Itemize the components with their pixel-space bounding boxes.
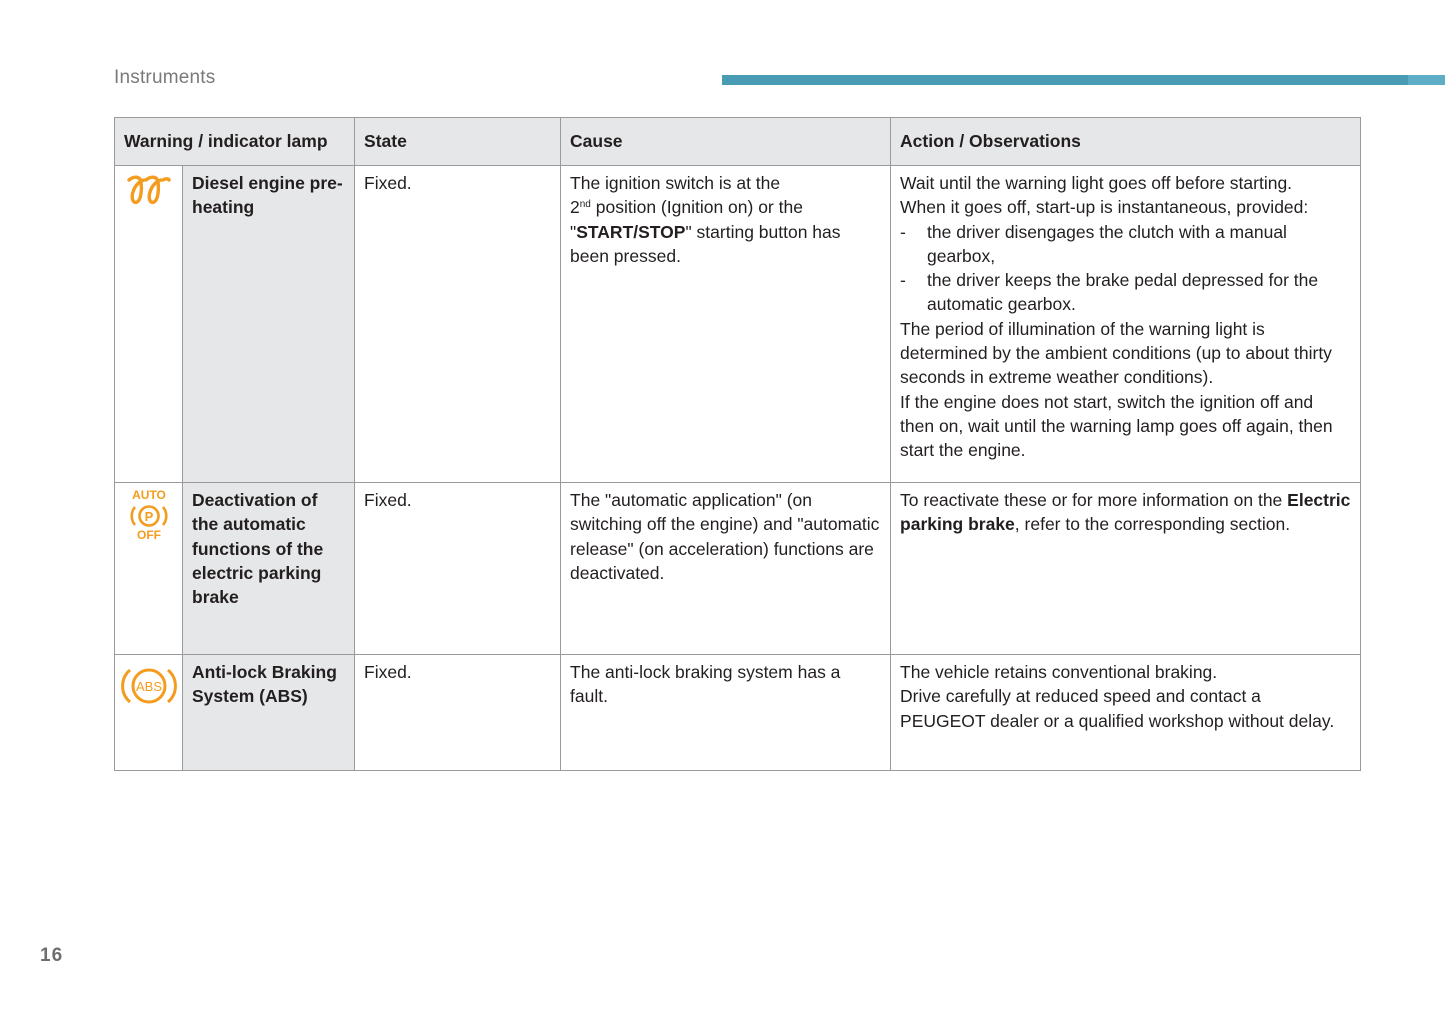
lamp-icon-cell	[115, 166, 183, 483]
glow-plug-icon	[126, 172, 172, 212]
abs-warning-icon	[120, 661, 178, 717]
svg-text:ABS: ABS	[135, 679, 162, 694]
table-row	[115, 655, 1361, 771]
column-header-state: State	[355, 118, 561, 166]
table-header-row	[115, 118, 1361, 166]
header-accent-bar	[722, 75, 1445, 85]
page-number: 16	[40, 945, 64, 966]
svg-text:P: P	[144, 509, 153, 524]
lamp-action: The vehicle retains conventional braking. Drive carefully at reduced speed and contact a PEUGEOT dealer or a qualified workshop without delay.	[891, 655, 1361, 771]
column-header-action: Action / Observations	[891, 118, 1361, 166]
column-header-lamp: Warning / indicator lamp	[115, 118, 355, 166]
lamp-cause: The "automatic application" (on switching off the engine) and "automatic release" (on acceleration) functions are deactivated.	[561, 483, 891, 655]
table-row	[115, 483, 1361, 655]
lamp-action: To reactivate these or for more information on the Electric parking brake, refer to the corresponding section.	[891, 483, 1361, 655]
lamp-state: Fixed.	[355, 483, 561, 655]
lamp-state: Fixed.	[355, 655, 561, 771]
table-row	[115, 166, 1361, 483]
lamp-name: Diesel engine pre-heating	[183, 166, 355, 483]
lamp-cause: The ignition switch is at the 2nd position (Ignition on) or the "START/STOP" starting button has been pressed.	[561, 166, 891, 483]
section-title: Instruments	[114, 67, 216, 88]
lamp-name: Anti-lock Braking System (ABS)	[183, 655, 355, 771]
list-item: - the driver keeps the brake pedal depressed for the automatic gearbox.	[900, 270, 1319, 315]
header-accent-bar-end	[1408, 75, 1445, 85]
lamp-icon-cell	[115, 655, 183, 771]
column-header-cause: Cause	[561, 118, 891, 166]
lamp-icon-cell	[115, 483, 183, 655]
lamp-name: Deactivation of the automatic functions of the electric parking brake	[183, 483, 355, 655]
lamp-cause: The anti-lock braking system has a fault.	[561, 655, 891, 771]
svg-text:OFF: OFF	[136, 528, 161, 541]
list-item: - the driver disengages the clutch with a manual gearbox,	[900, 221, 1287, 266]
lamp-action: Wait until the warning light goes off before starting. When it goes off, start-up is instantaneous, provided: - the driver disengages the clutch with a manual gearbox, - the driver keeps the brake pedal depressed for the automatic gearbox. The period of illumination of the warning light is determined by the ambient conditions (up to about thirty seconds in extreme weather conditions). If the engine does not start, switch the ignition off and then on, wait until the warning lamp goes off again, then start the engine.	[891, 166, 1361, 483]
lamp-state: Fixed.	[355, 166, 561, 483]
warning-lamp-table	[114, 117, 1361, 771]
auto-parking-brake-off-icon	[126, 489, 172, 547]
svg-text:AUTO: AUTO	[131, 489, 166, 502]
